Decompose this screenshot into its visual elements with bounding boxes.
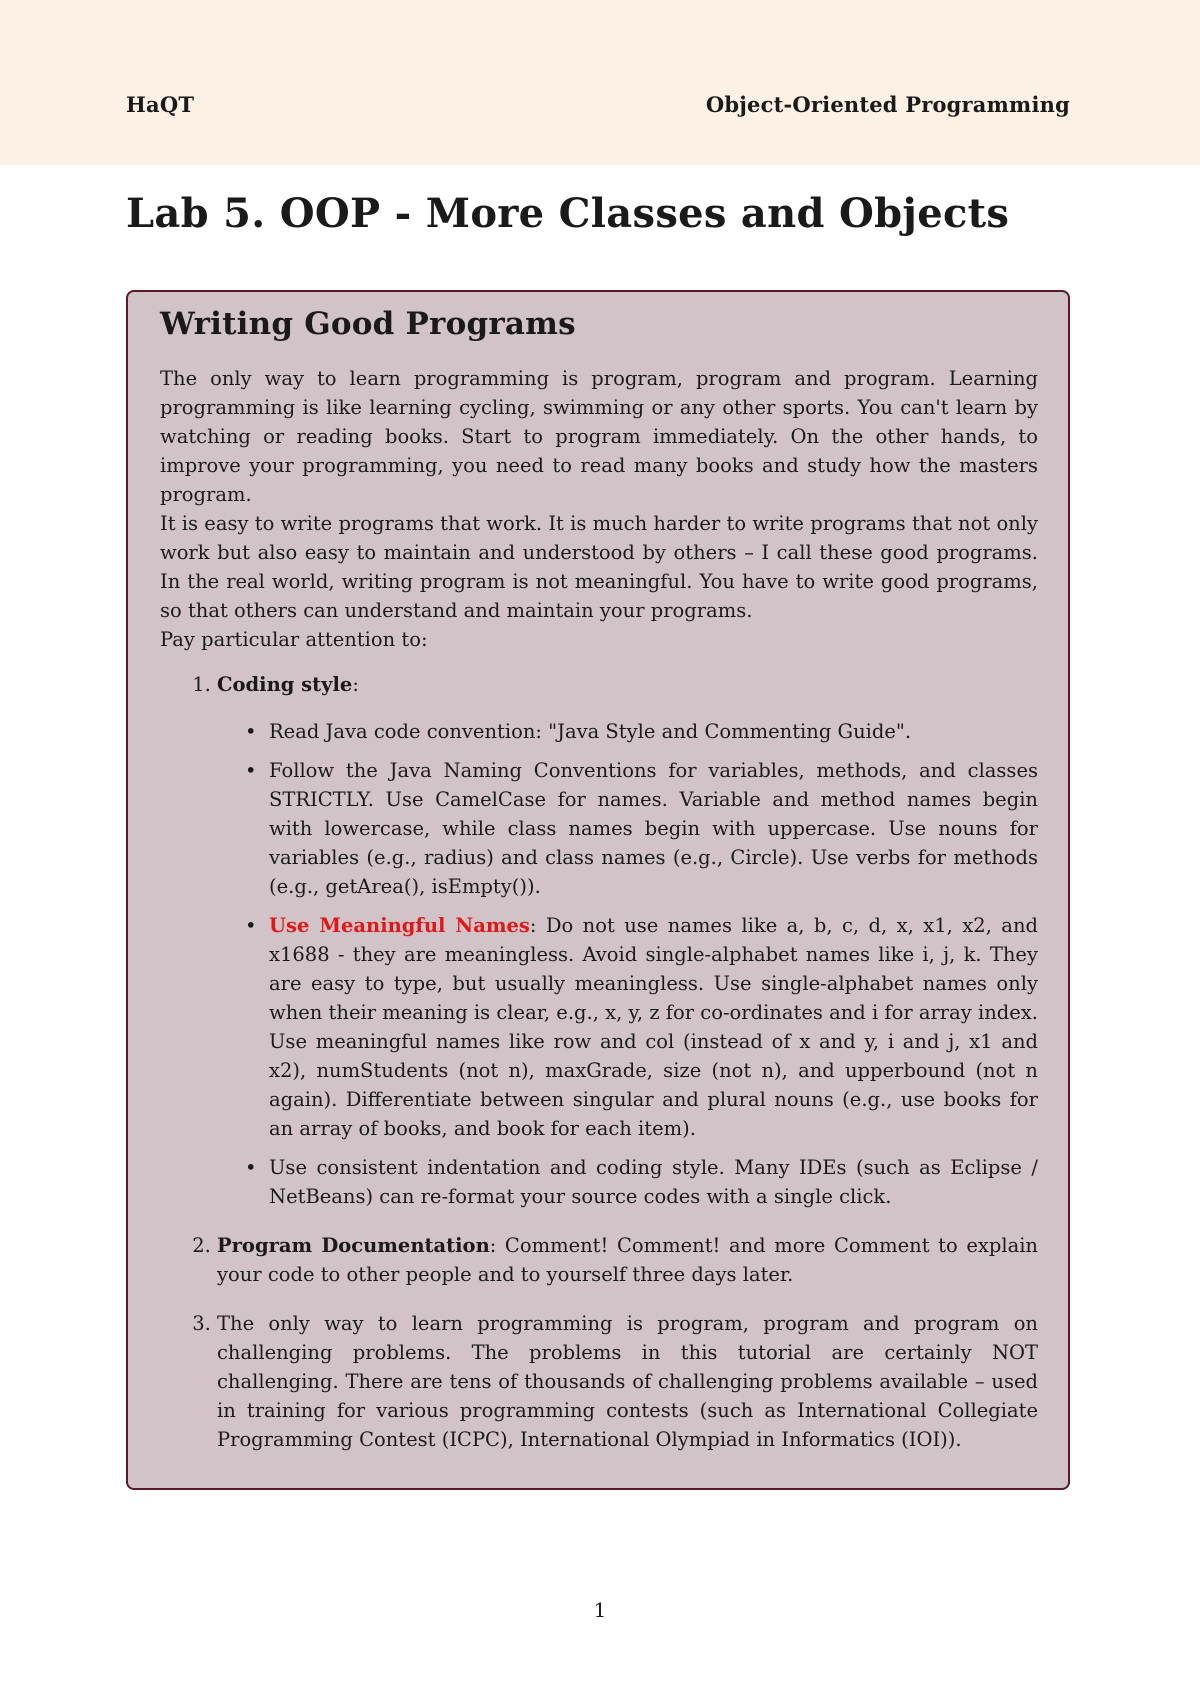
challenging-problems-text: The only way to learn programming is program, program and program on challenging problems. The problems in this tutorial are certainly NOT challenging. There are tens of thousands of challenging problems available – used in training for various programming contests (such as International Collegiate Programming Contest (ICPC), International Olympiad in Informatics (IOI)). xyxy=(217,1312,1038,1451)
bullet-text: Follow the Java Naming Conventions for variables, methods, and classes STRICTLY. Use CamelCase for names. Variable and method names begin with lowercase, while class names begin with uppercase. Use nouns for variables (e.g., radius) and class names (e.g., Circle). Use verbs for methods (e.g., getArea(), isEmpty()). xyxy=(269,759,1038,898)
good-programs-paragraph: It is easy to write programs that work. It is much harder to write programs that not only work but also easy to maintain and understood by others – I call these good programs. In the real world, writing program is not meaningful. You have to write good programs, so that others can understand and maintain your programs. xyxy=(160,512,1038,622)
coding-style-bullets xyxy=(217,717,1038,1211)
list-item-coding-style xyxy=(217,670,1038,1211)
list-item-program-documentation xyxy=(217,1231,1038,1289)
box-title: Writing Good Programs xyxy=(160,306,576,342)
header-author: HaQT xyxy=(126,92,195,117)
bullet-text: Read Java code convention: "Java Style and Commenting Guide". xyxy=(269,720,912,743)
page-header xyxy=(0,0,1200,165)
guidelines-list xyxy=(160,670,1038,1454)
page-title: Lab 5. OOP - More Classes and Objects xyxy=(126,190,1010,237)
coding-style-colon: : xyxy=(352,673,359,696)
bullet-java-convention xyxy=(269,717,1038,746)
bullet-meaningful-names xyxy=(269,911,1038,1143)
bullet-text: : Do not use names like a, b, c, d, x, x1, x2, and x1688 - they are meaningless. Avoid single-alphabet names like i, j, k. They are easy to type, but usually meaningless. Use single-alphabet names only when their meaning is clear, e.g., x, y, z for co-ordinates and i for array index. Use meaningful names like row and col (instead of x and y, i and j, x1 and x2), numStudents (not n), maxGrade, size (not n), and upperbound (not n again). Differentiate between singular and plural nouns (e.g., use books for an array of books, and book for each item). xyxy=(269,914,1038,1140)
bullet-naming-conventions xyxy=(269,756,1038,901)
writing-good-programs-box xyxy=(126,290,1070,1490)
bullet-text: Use consistent indentation and coding style. Many IDEs (such as Eclipse / NetBeans) can re-format your source codes with a single click. xyxy=(269,1156,1038,1208)
attention-paragraph: Pay particular attention to: xyxy=(160,628,428,651)
page-number: 1 xyxy=(593,1598,607,1622)
meaningful-names-term: Use Meaningful Names xyxy=(269,914,530,937)
coding-style-term: Coding style xyxy=(217,673,353,696)
bullet-indentation xyxy=(269,1153,1038,1211)
header-course-title: Object-Oriented Programming xyxy=(705,92,1070,117)
list-item-challenging-problems xyxy=(217,1309,1038,1454)
intro-paragraph: The only way to learn programming is program, program and program. Learning programming is like learning cycling, swimming or any other sports. You can't learn by watching or reading books. Start to program immediately. On the other hands, to improve your programming, you need to read many books and study how the masters program. xyxy=(160,367,1038,506)
program-documentation-text: : Comment! Comment! and more Comment to explain your code to other people and to yourself three days later. xyxy=(217,1234,1038,1286)
program-documentation-term: Program Documentation xyxy=(217,1234,490,1257)
